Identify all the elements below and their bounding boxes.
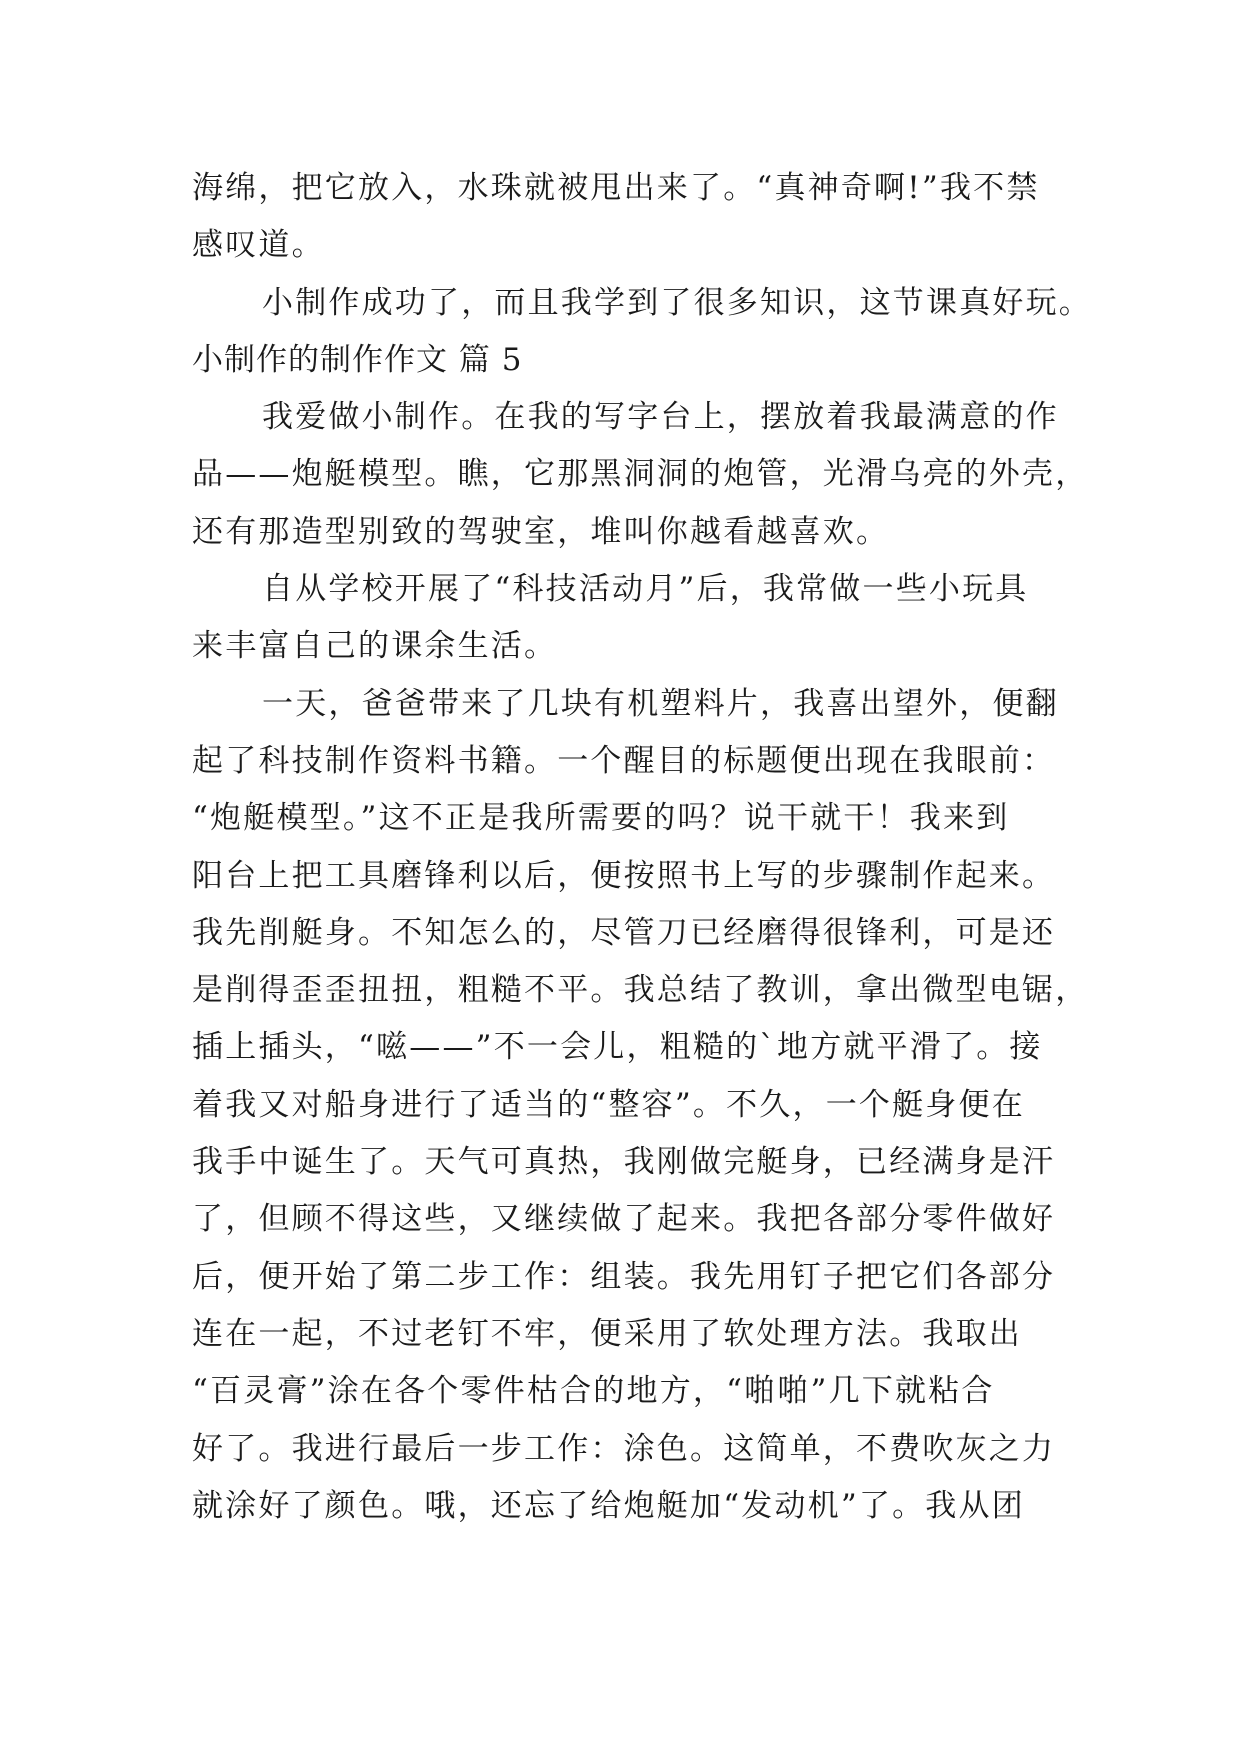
text-line: 还有那造型别致的驾驶室，堆叫你越看越喜欢。	[192, 513, 890, 550]
paragraph-start-line: 自从学校开展了“科技活动月”后，我常做一些小玩具	[262, 571, 1029, 608]
text-line: 起了科技制作资料书籍。一个醒目的标题便出现在我眼前：	[192, 742, 1056, 779]
text-line: 海绵，把它放入，水珠就被甩出来了。“真神奇啊!”我不禁	[192, 170, 1040, 206]
text-line: 了，但顾不得这些，又继续做了起来。我把各部分零件做好	[192, 1201, 1056, 1238]
text-line: 插上插头，“嗞——”不一会儿，粗糙的`地方就平滑了。接	[192, 1029, 1043, 1066]
text-line: 连在一起，不过老钉不牢，便采用了软处理方法。我取出	[192, 1315, 1022, 1352]
text-line: “炮艇模型。”这不正是我所需要的吗？说干就干！我来到	[192, 800, 1010, 837]
text-line: 阳台上把工具磨锋利以后，便按照书上写的步骤制作起来。	[192, 857, 1056, 894]
text-line: 来丰富自己的课余生活。	[192, 628, 558, 665]
text-line: 后，便开始了第二步工作：组装。我先用钉子把它们各部分	[192, 1258, 1056, 1295]
paragraph-start-line: 我爱做小制作。在我的写字台上，摆放着我最满意的作	[262, 399, 1059, 436]
text-line: “百灵膏”涂在各个零件枯合的地方，“啪啪”几下就粘合	[192, 1373, 995, 1410]
text-line: 是削得歪歪扭扭，粗糙不平。我总结了教训，拿出微型电锯，	[192, 972, 1089, 1009]
essay-text	[192, 160, 1092, 1535]
text-line: 品——炮艇模型。瞧，它那黑洞洞的炮管，光滑乌亮的外壳，	[192, 456, 1089, 493]
section-heading: 小制作的制作作文 篇 5	[192, 341, 523, 378]
text-line: 感叹道。	[192, 227, 325, 264]
text-line: 我先削艇身。不知怎么的，尽管刀已经磨得很锋利，可是还	[192, 914, 1056, 951]
paragraph-start-line: 一天，爸爸带来了几块有机塑料片，我喜出望外，便翻	[262, 685, 1059, 722]
text-line: 着我又对船身进行了适当的“整容”。不久，一个艇身便在	[192, 1086, 1025, 1123]
text-line: 好了。我进行最后一步工作：涂色。这简单，不费吹灰之力	[192, 1430, 1056, 1467]
text-line: 我手中诞生了。天气可真热，我刚做完艇身，已经满身是汗	[192, 1144, 1056, 1181]
text-line: 就涂好了颜色。哦，还忘了给炮艇加“发动机”了。我从团	[192, 1487, 1025, 1524]
paragraph-start-line: 小制作成功了，而且我学到了很多知识，这节课真好玩。	[262, 284, 1092, 321]
